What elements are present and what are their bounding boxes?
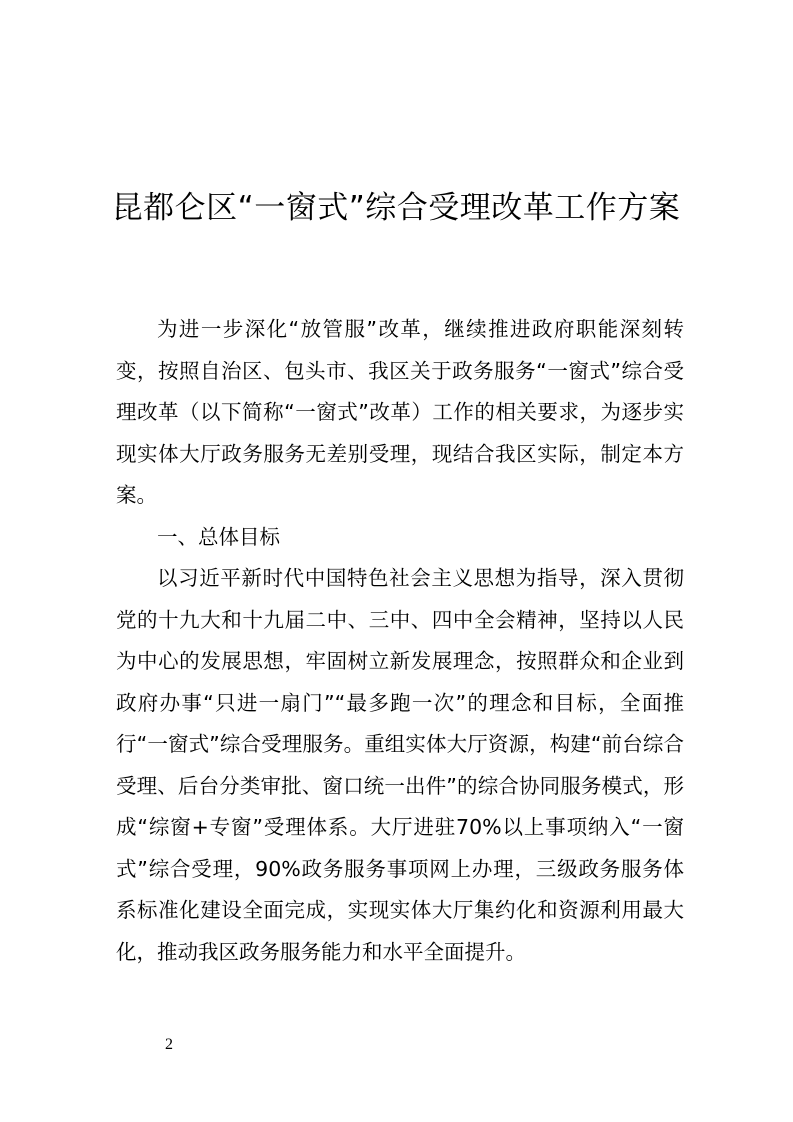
document-body xyxy=(116,309,684,973)
section-paragraph: 以习近平新时代中国特色社会主义思想为指导，深入贯彻党的十九大和十九届二中、三中、四中全会精神，坚持以人民为中心的发展思想，牢固树立新发展理念，按照群众和企业到政府办事“只进一扇门”“最多跑一次”的理念和目标，全面推行“一窗式”综合受理服务。重组实体大厅资源，构建“前台综合受理、后台分类审批、窗口统一出件”的综合协同服务模式，形成“综窗+专窗”受理体系。大厅进驻70%以上事项纳入“一窗式”综合受理，90%政务服务事项网上办理，三级政务服务体系标准化建设全面完成，实现实体大厅集约化和资源利用最大化，推动我区政务服务能力和水平全面提升。 xyxy=(116,566,684,964)
section-heading: 一、总体目标 xyxy=(157,524,280,549)
intro-paragraph: 为进一步深化“放管服”改革，继续推进政府职能深刻转变，按照自治区、包头市、我区关于政务服务“一窗式”综合受理改革（以下简称“一窗式”改革）工作的相关要求，为逐步实现实体大厅政务服务无差别受理，现结合我区实际，制定本方案。 xyxy=(116,317,684,507)
page-number: 2 xyxy=(165,1036,173,1053)
document-title: 昆都仑区“一窗式”综合受理改革工作方案 xyxy=(111,190,681,226)
